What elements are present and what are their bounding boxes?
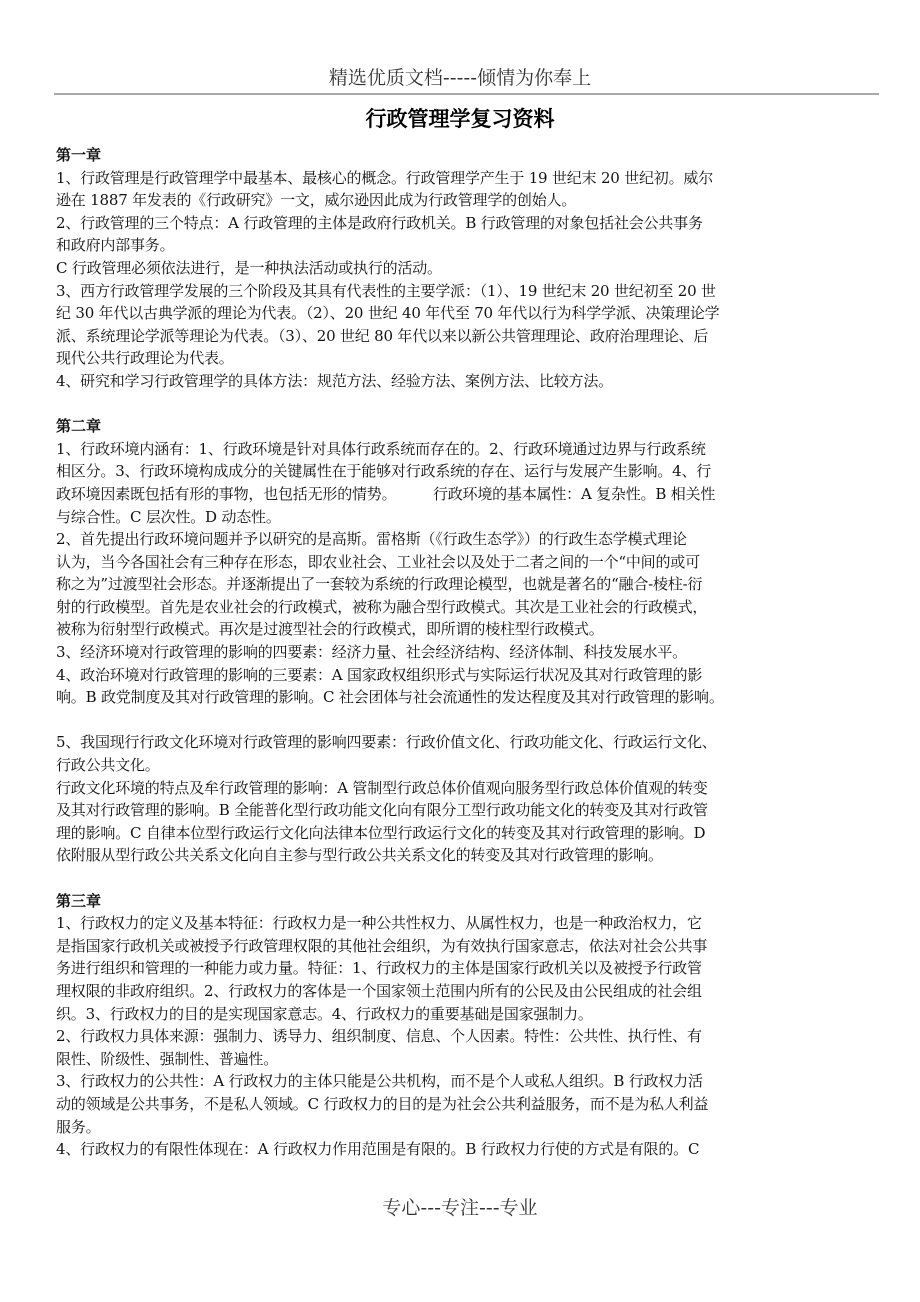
paragraph-line: 1、行政环境内涵有：1、行政环境是针对具体行政系统而存在的。2、行政环境通过边界与行政系统	[56, 439, 706, 458]
blank-line	[56, 709, 886, 732]
paragraph-line: 动的领域是公共事务，不是私人领域。C 行政权力的目的是为社会公共利益服务，而不是为私人利益	[56, 1094, 709, 1113]
chapter-1	[56, 144, 886, 393]
paragraph-line: 2、首先提出行政环境问题并予以研究的是高斯。雷格斯（《行政生态学》）的行政生态学模式理论	[56, 530, 687, 549]
paragraph-line: 及其对行政管理的影响。B 全能普化型行政功能文化向有限分工型行政功能文化的转变及其对行政管	[56, 801, 708, 820]
paragraph-line: 射的行政模型。首先是农业社会的行政模式，被称为融合型行政模式。其次是工业社会的行政模式，	[56, 597, 708, 616]
paragraph-line: 4、行政权力的有限性体现在：A 行政权力作用范围是有限的。B 行政权力行使的方式是有限的。C	[56, 1140, 700, 1159]
header-rule	[54, 93, 879, 95]
paragraph-line: 政环境因素既包括有形的事物，也包括无形的情势。 行政环境的基本属性：A 复杂性。B 相关性	[56, 484, 716, 503]
page-header: 精选优质文档-----倾情为你奉上	[328, 67, 592, 89]
document-body	[56, 144, 886, 1161]
chapter-3	[56, 890, 886, 1161]
paragraph-line: 和政府内部事务。	[56, 236, 175, 255]
paragraph-line: 逊在 1887 年发表的《行政研究》一文，威尔逊因此成为行政管理学的创始人。	[56, 191, 577, 210]
paragraph-line: 3、经济环境对行政管理的影响的四要素：经济力量、社会经济结构、经济体制、科技发展水平。	[56, 643, 687, 662]
paragraph-line: 现代公共行政理论为代表。	[56, 349, 234, 368]
page-footer: 专心---专注---专业	[382, 1197, 538, 1219]
paragraph-line: 1、行政管理是行政管理学中最基本、最核心的概念。行政管理学产生于 19 世纪末 20 世纪初。威尔	[56, 168, 713, 187]
paragraph-line: 服务。	[56, 1117, 101, 1136]
paragraph-line: 响。B 政党制度及其对行政管理的影响。C 社会团体与社会流通性的发达程度及其对行政管理的影响。	[56, 688, 724, 707]
paragraph-line: 3、西方行政管理学发展的三个阶段及其具有代表性的主要学派：（1）、19 世纪末 20 世纪初至 20 世	[56, 281, 716, 300]
paragraph-line: 务进行组织和管理的一种能力或力量。特征：1、行政权力的主体是国家行政机关以及被授予行政管	[56, 959, 702, 978]
paragraph-line: 是指国家行政机关或被授予行政管理权限的其他社会组织，为有效执行国家意志，依法对社会公共事	[56, 936, 708, 955]
paragraph-line: 限性、阶级性、强制性、普遍性。	[56, 1049, 279, 1068]
paragraph-line: 1、行政权力的定义及基本特征：行政权力是一种公共性权力、从属性权力，也是一种政治权力，它	[56, 914, 702, 933]
paragraph-line: 5、我国现行行政文化环境对行政管理的影响四要素：行政价值文化、行政功能文化、行政运行文化、	[56, 733, 717, 752]
paragraph-line: 称之为”过渡型社会形态。并逐渐提出了一套较为系统的行政理论模型，也就是著名的“融合-棱柱-衍	[56, 575, 703, 594]
paragraph-line: 2、行政权力具体来源：强制力、诱导力、组织制度、信息、个人因素。特性：公共性、执行性、有	[56, 1027, 702, 1046]
paragraph-line: 行政文化环境的特点及牟行政管理的影响：A 管制型行政总体价值观向服务型行政总体价值观的转变	[56, 778, 708, 797]
paragraph-line: 认为，当今各国社会有三种存在形态，即农业社会、工业社会以及处于二者之间的一个“中间的或可	[56, 552, 700, 571]
paragraph-line: 理权限的非政府组织。2、行政权力的客体是一个国家领土范围内所有的公民及由公民组成的社会组	[56, 981, 702, 1000]
paragraph-line: 相区分。3、行政环境构成成分的关键属性在于能够对行政系统的存在、运行与发展产生影响。4、行	[56, 462, 712, 481]
paragraph-line: 2、行政管理的三个特点：A 行政管理的主体是政府行政机关。B 行政管理的对象包括社会公共事务	[56, 213, 703, 232]
document-title: 行政管理学复习资料	[365, 107, 555, 131]
chapter-heading: 第一章	[56, 146, 102, 164]
paragraph-line: 被称为衍射型行政模式。再次是过渡型社会的行政模式，即所谓的棱柱型行政模式。	[56, 620, 604, 639]
chapter-heading: 第二章	[56, 417, 102, 436]
paragraph-line: 3、行政权力的公共性：A 行政权力的主体只能是公共机构，而不是个人或私人组织。B 行政权力活	[56, 1072, 703, 1091]
paragraph-line: 纪 30 年代以古典学派的理论为代表。（2）、20 世纪 40 年代至 70 年代以行为科学学派、决策理论学	[56, 304, 720, 323]
paragraph-line: 织。3、行政权力的目的是实现国家意志。4、行政权力的重要基础是国家强制力。	[56, 1004, 593, 1023]
chapter-heading: 第三章	[56, 891, 102, 910]
paragraph-line: 依附服从型行政公共关系文化向自主参与型行政公共关系文化的转变及其对行政管理的影响。	[56, 846, 663, 865]
paragraph-line: C 行政管理必须依法进行，是一种执法活动或执行的活动。	[56, 258, 442, 277]
paragraph-line: 理的影响。C 自律本位型行政运行文化向法律本位型行政运行文化的转变及其对行政管理的影响。D	[56, 823, 706, 842]
blank-line	[56, 393, 886, 416]
blank-line	[56, 867, 886, 890]
paragraph-line: 行政公共文化。	[56, 756, 160, 775]
paragraph-line: 派、系统理论学派等理论为代表。（3）、20 世纪 80 年代以来以新公共管理理论、政府治理理论、后	[56, 326, 709, 345]
paragraph-line: 与综合性。C 层次性。D 动态性。	[56, 507, 281, 526]
paragraph-line: 4、研究和学习行政管理学的具体方法：规范方法、经验方法、案例方法、比较方法。	[56, 371, 613, 390]
paragraph-line: 4、政治环境对行政管理的影响的三要素：A 国家政权组织形式与实际运行状况及其对行政管理的影	[56, 665, 703, 684]
chapter-2	[56, 415, 886, 867]
